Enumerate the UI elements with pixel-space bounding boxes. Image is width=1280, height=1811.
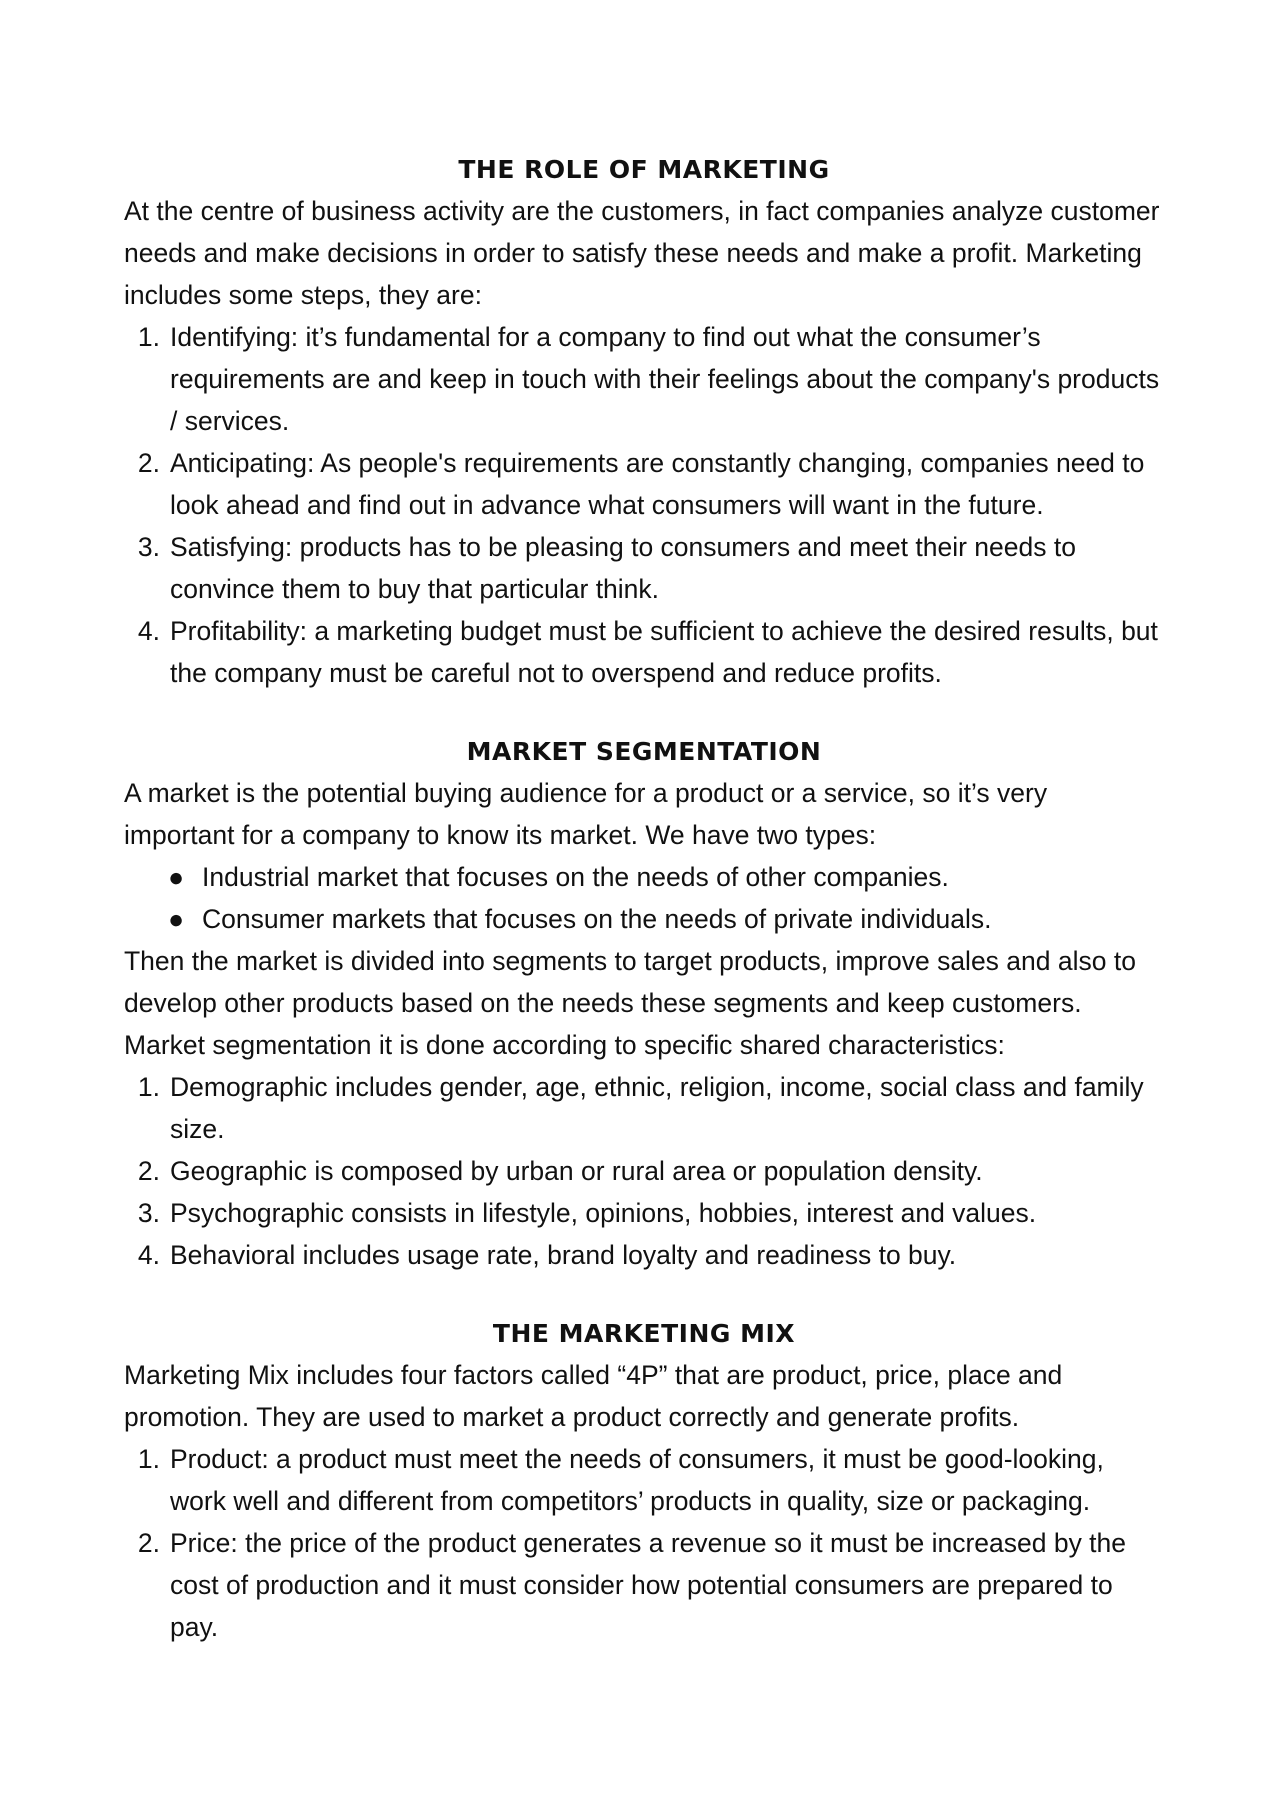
list-number: 3. xyxy=(137,532,160,562)
list-number: 2. xyxy=(137,448,160,478)
list-number: 4. xyxy=(137,1240,160,1270)
section-marketing-mix xyxy=(124,1314,1164,1648)
list-item-text: Profitability: a marketing budget must be sufficient to achieve the desired results, but the company must be careful not to overspend and reduce profits. xyxy=(170,616,1158,688)
list-number: 1. xyxy=(137,1444,160,1474)
numbered-list xyxy=(124,1438,1164,1648)
document-page xyxy=(124,150,1164,1686)
bullet-list xyxy=(124,856,1164,940)
numbered-list xyxy=(124,316,1164,694)
list-item xyxy=(137,1234,1164,1276)
list-item-text: Consumer markets that focuses on the needs of private individuals. xyxy=(202,904,992,934)
section-market-segmentation xyxy=(124,732,1164,1276)
numbered-list xyxy=(124,1066,1164,1276)
section-role-of-marketing xyxy=(124,150,1164,694)
section-intro: Marketing Mix includes four factors called “4P” that are product, price, place and promotion. They are used to market a product correctly and generate profits. xyxy=(124,1360,1063,1432)
bullet-icon: ● xyxy=(168,862,185,892)
list-item xyxy=(137,610,1164,694)
list-item-text: Satisfying: products has to be pleasing to consumers and meet their needs to convince them to buy that particular think. xyxy=(170,532,1076,604)
list-item xyxy=(168,856,1164,898)
section-intro: At the centre of business activity are the customers, in fact companies analyze customer needs and make decisions in order to satisfy these needs and make a profit. Marketing includes some steps, they are: xyxy=(124,196,1160,310)
list-item-text: Demographic includes gender, age, ethnic, religion, income, social class and family size. xyxy=(170,1072,1144,1144)
list-number: 4. xyxy=(137,616,160,646)
list-item xyxy=(137,1522,1164,1648)
section-heading: THE MARKETING MIX xyxy=(492,1319,796,1348)
list-item-text: Anticipating: As people's requirements are constantly changing, companies need to look ahead and find out in advance what consumers will want in the future. xyxy=(170,448,1145,520)
section-intro: A market is the potential buying audience for a product or a service, so it’s very important for a company to know its market. We have two types: xyxy=(124,778,1048,850)
list-item-text: Price: the price of the product generates a revenue so it must be increased by the cost of production and it must consider how potential consumers are prepared to pay. xyxy=(170,1528,1127,1642)
list-item xyxy=(137,1192,1164,1234)
list-item xyxy=(137,1066,1164,1150)
list-item xyxy=(168,898,1164,940)
list-item xyxy=(137,526,1164,610)
list-item xyxy=(137,442,1164,526)
list-number: 3. xyxy=(137,1198,160,1228)
list-item xyxy=(137,316,1164,442)
list-item-text: Product: a product must meet the needs of consumers, it must be good-looking, work well and different from competitors’ products in quality, size or packaging. xyxy=(170,1444,1104,1516)
list-item xyxy=(137,1150,1164,1192)
list-item-text: Industrial market that focuses on the needs of other companies. xyxy=(202,862,949,892)
list-item-text: Behavioral includes usage rate, brand loyalty and readiness to buy. xyxy=(170,1240,957,1270)
list-number: 2. xyxy=(137,1156,160,1186)
list-number: 2. xyxy=(137,1528,160,1558)
list-item-text: Geographic is composed by urban or rural area or population density. xyxy=(170,1156,983,1186)
list-number: 1. xyxy=(137,322,160,352)
list-item-text: Identifying: it’s fundamental for a company to find out what the consumer’s requirements are and keep in touch with their feelings about the company's products / services. xyxy=(170,322,1160,436)
list-number: 1. xyxy=(137,1072,160,1102)
bullet-icon: ● xyxy=(168,904,185,934)
section-body: Then the market is divided into segments to target products, improve sales and also to develop other products based on the needs these segments and keep customers. Market segmentation it is done according to specific shared characteristics: xyxy=(124,946,1136,1060)
section-heading: MARKET SEGMENTATION xyxy=(466,737,822,766)
list-item-text: Psychographic consists in lifestyle, opinions, hobbies, interest and values. xyxy=(170,1198,1037,1228)
section-heading: THE ROLE OF MARKETING xyxy=(458,155,830,184)
list-item xyxy=(137,1438,1164,1522)
